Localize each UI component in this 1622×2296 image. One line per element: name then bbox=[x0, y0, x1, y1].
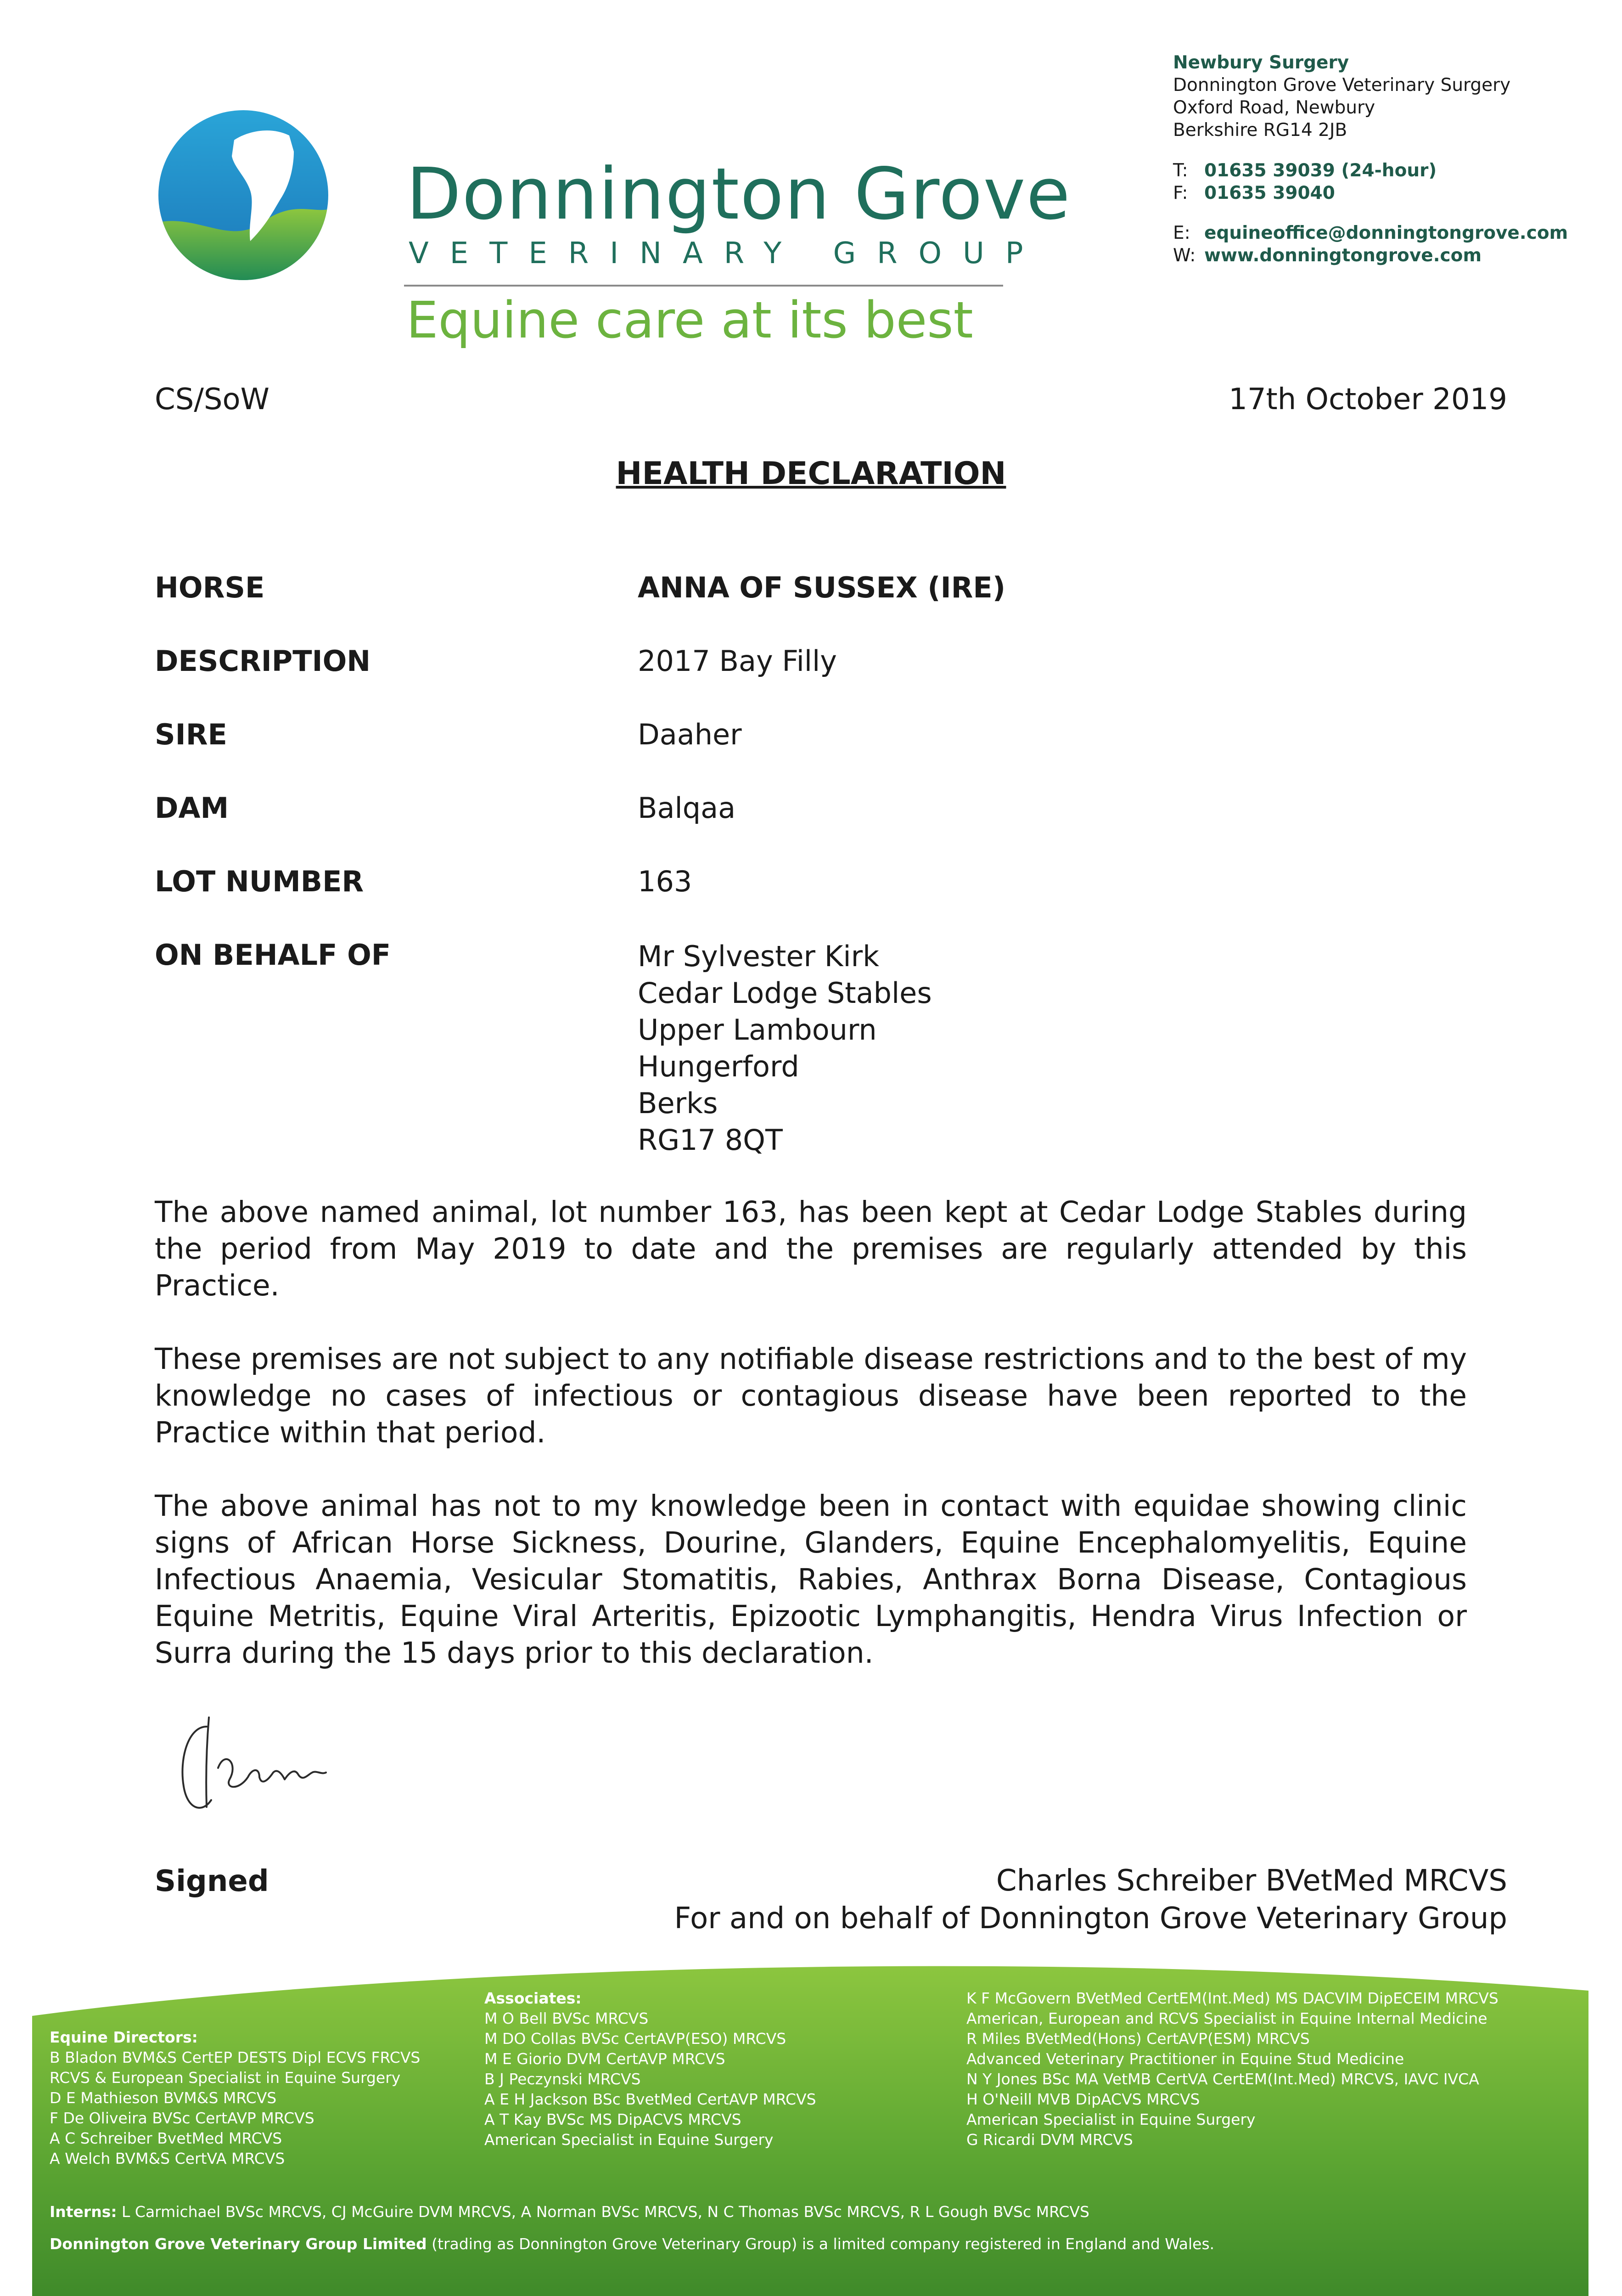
directors-list bbox=[50, 2027, 420, 2169]
website-row bbox=[1173, 244, 1568, 267]
dam-name: Balqaa bbox=[638, 791, 736, 825]
company-registration: (trading as Donnington Grove Veterinary Group) is a limited company registered in England and Wales. bbox=[432, 2235, 1215, 2253]
field-label: DAM bbox=[155, 791, 229, 825]
owner-line: Upper Lambourn bbox=[638, 1013, 877, 1047]
associate-entry: N Y Jones BSc MA VetMB CertVA CertEM(Int.Med) MRCVS, IAVC IVCA bbox=[966, 2070, 1479, 2088]
lot-number: 163 bbox=[638, 865, 692, 898]
practice-address bbox=[1173, 51, 1510, 141]
field-label: LOT NUMBER bbox=[155, 865, 364, 898]
horse-name: ANNA OF SUSSEX (IRE) bbox=[638, 571, 1006, 604]
signer-role: For and on behalf of Donnington Grove Veterinary Group bbox=[674, 1902, 1507, 1936]
telephone-label: T: bbox=[1173, 160, 1188, 181]
interns-list: L Carmichael BVSc MRCVS, CJ McGuire DVM MRCVS, A Norman BVSc MRCVS, N C Thomas BVSc MRCVS, R L Gough BVSc MRCVS bbox=[122, 2203, 1089, 2221]
associate-entry: M E Giorio DVM CertAVP MRCVS bbox=[484, 2050, 725, 2068]
owner-line: Cedar Lodge Stables bbox=[638, 976, 932, 1010]
director-entry: F De Oliveira BVSc CertAVP MRCVS bbox=[50, 2109, 314, 2127]
owner-line: Berks bbox=[638, 1086, 718, 1120]
associate-entry: R Miles BVetMed(Hons) CertAVP(ESM) MRCVS bbox=[966, 2030, 1310, 2048]
owner-line: RG17 8QT bbox=[638, 1123, 783, 1157]
declaration-paragraph: These premises are not subject to any notifiable disease restrictions and to the best of my knowledge no cases of infectious or contagious disease have been reported to the Practice within that period. bbox=[155, 1342, 1467, 1449]
associates-heading: Associates: bbox=[484, 1989, 582, 2007]
associates-list bbox=[484, 1988, 816, 2150]
associate-entry: G Ricardi DVM MRCVS bbox=[966, 2131, 1133, 2149]
horse-head-logo-icon bbox=[156, 108, 331, 282]
interns-line bbox=[50, 2202, 1089, 2222]
website-label: W: bbox=[1173, 245, 1196, 266]
handwritten-signature bbox=[174, 1699, 344, 1823]
director-entry: D E Mathieson BVM&S MRCVS bbox=[50, 2089, 277, 2107]
email-label: E: bbox=[1173, 223, 1190, 243]
director-entry: A Welch BVM&S CertVA MRCVS bbox=[50, 2150, 285, 2167]
associate-entry: H O'Neill MVB DipACVS MRCVS bbox=[966, 2090, 1200, 2108]
field-label: DESCRIPTION bbox=[155, 644, 371, 678]
horse-description: 2017 Bay Filly bbox=[638, 644, 837, 678]
associate-entry: American Specialist in Equine Surgery bbox=[484, 2131, 774, 2149]
letter-date: 17th October 2019 bbox=[1229, 383, 1507, 416]
field-label: ON BEHALF OF bbox=[155, 938, 391, 972]
associate-entry: Advanced Veterinary Practitioner in Equine Stud Medicine bbox=[966, 2050, 1404, 2068]
associate-entry: B J Peczynski MRCVS bbox=[484, 2070, 641, 2088]
brand-name: Donnington Grove bbox=[406, 152, 1071, 236]
fax-label: F: bbox=[1173, 183, 1188, 203]
email-link[interactable]: equineoffice@donningtongrove.com bbox=[1204, 223, 1568, 243]
email-row bbox=[1173, 222, 1568, 244]
document-title: HEALTH DECLARATION bbox=[616, 456, 1006, 492]
company-line bbox=[50, 2234, 1214, 2254]
associate-entry: A T Kay BVSc MS DipACVS MRCVS bbox=[484, 2110, 741, 2128]
company-name: Donnington Grove Veterinary Group Limited bbox=[50, 2235, 427, 2253]
sire-name: Daaher bbox=[638, 718, 742, 751]
owner-line: Hungerford bbox=[638, 1050, 799, 1083]
fax-row bbox=[1173, 182, 1568, 204]
associate-entry: M O Bell BVSc MRCVS bbox=[484, 2009, 649, 2027]
signed-label: Signed bbox=[155, 1864, 269, 1898]
brand-subtitle: VETERINARY GROUP bbox=[409, 236, 1044, 270]
website-link[interactable]: www.donningtongrove.com bbox=[1204, 245, 1482, 266]
owner-line: Mr Sylvester Kirk bbox=[638, 940, 880, 973]
address-line: Donnington Grove Veterinary Surgery bbox=[1173, 75, 1511, 96]
tagline: Equine care at its best bbox=[406, 291, 973, 349]
field-label: SIRE bbox=[155, 718, 227, 751]
telephone-number: 01635 39039 (24-hour) bbox=[1204, 160, 1437, 181]
brand-divider bbox=[404, 285, 1003, 287]
surgery-name: Newbury Surgery bbox=[1173, 52, 1349, 73]
director-entry: RCVS & European Specialist in Equine Surgery bbox=[50, 2069, 401, 2087]
field-label: HORSE bbox=[155, 571, 265, 604]
associate-entry: American Specialist in Equine Surgery bbox=[966, 2110, 1256, 2128]
associates-list-continued bbox=[966, 1988, 1499, 2150]
contact-details bbox=[1173, 159, 1568, 267]
directors-heading: Equine Directors: bbox=[50, 2028, 198, 2046]
address-line: Oxford Road, Newbury bbox=[1173, 97, 1375, 118]
interns-heading: Interns: bbox=[50, 2203, 117, 2221]
associate-entry: K F McGovern BVetMed CertEM(Int.Med) MS DACVIM DipECEIM MRCVS bbox=[966, 1989, 1499, 2007]
director-entry: B Bladon BVM&S CertEP DESTS Dipl ECVS FRCVS bbox=[50, 2048, 421, 2066]
address-line: Berkshire RG14 2JB bbox=[1173, 120, 1347, 141]
telephone-row bbox=[1173, 159, 1568, 182]
owner-address bbox=[638, 938, 932, 1159]
declaration-paragraph: The above animal has not to my knowledge been in contact with equidae showing clinic signs of African Horse Sickness, Dourine, Glanders, Equine Encephalomyelitis, Equine Infectious Anaemia, Vesicular Stomatitis, Rabies, Anthrax Borna Disease, Contagious Equine Metritis, Equine Viral Arteritis, Epizootic Lymphangitis, Hendra Virus Infection or Surra during the 15 days prior to this declaration. bbox=[155, 1489, 1467, 1670]
associate-entry: American, European and RCVS Specialist in Equine Internal Medicine bbox=[966, 2009, 1487, 2027]
signer-name: Charles Schreiber BVetMed MRCVS bbox=[996, 1864, 1507, 1898]
signer-block bbox=[674, 1862, 1507, 1937]
associate-entry: A E H Jackson BSc BvetMed CertAVP MRCVS bbox=[484, 2090, 816, 2108]
declaration-paragraph: The above named animal, lot number 163, has been kept at Cedar Lodge Stables during the period from May 2019 to date and the premises are regularly attended by this Practice. bbox=[155, 1195, 1467, 1302]
fax-number: 01635 39040 bbox=[1204, 183, 1335, 203]
associate-entry: M DO Collas BVSc CertAVP(ESO) MRCVS bbox=[484, 2030, 786, 2048]
letter-reference: CS/SoW bbox=[155, 383, 269, 416]
director-entry: A C Schreiber BvetMed MRCVS bbox=[50, 2129, 282, 2147]
